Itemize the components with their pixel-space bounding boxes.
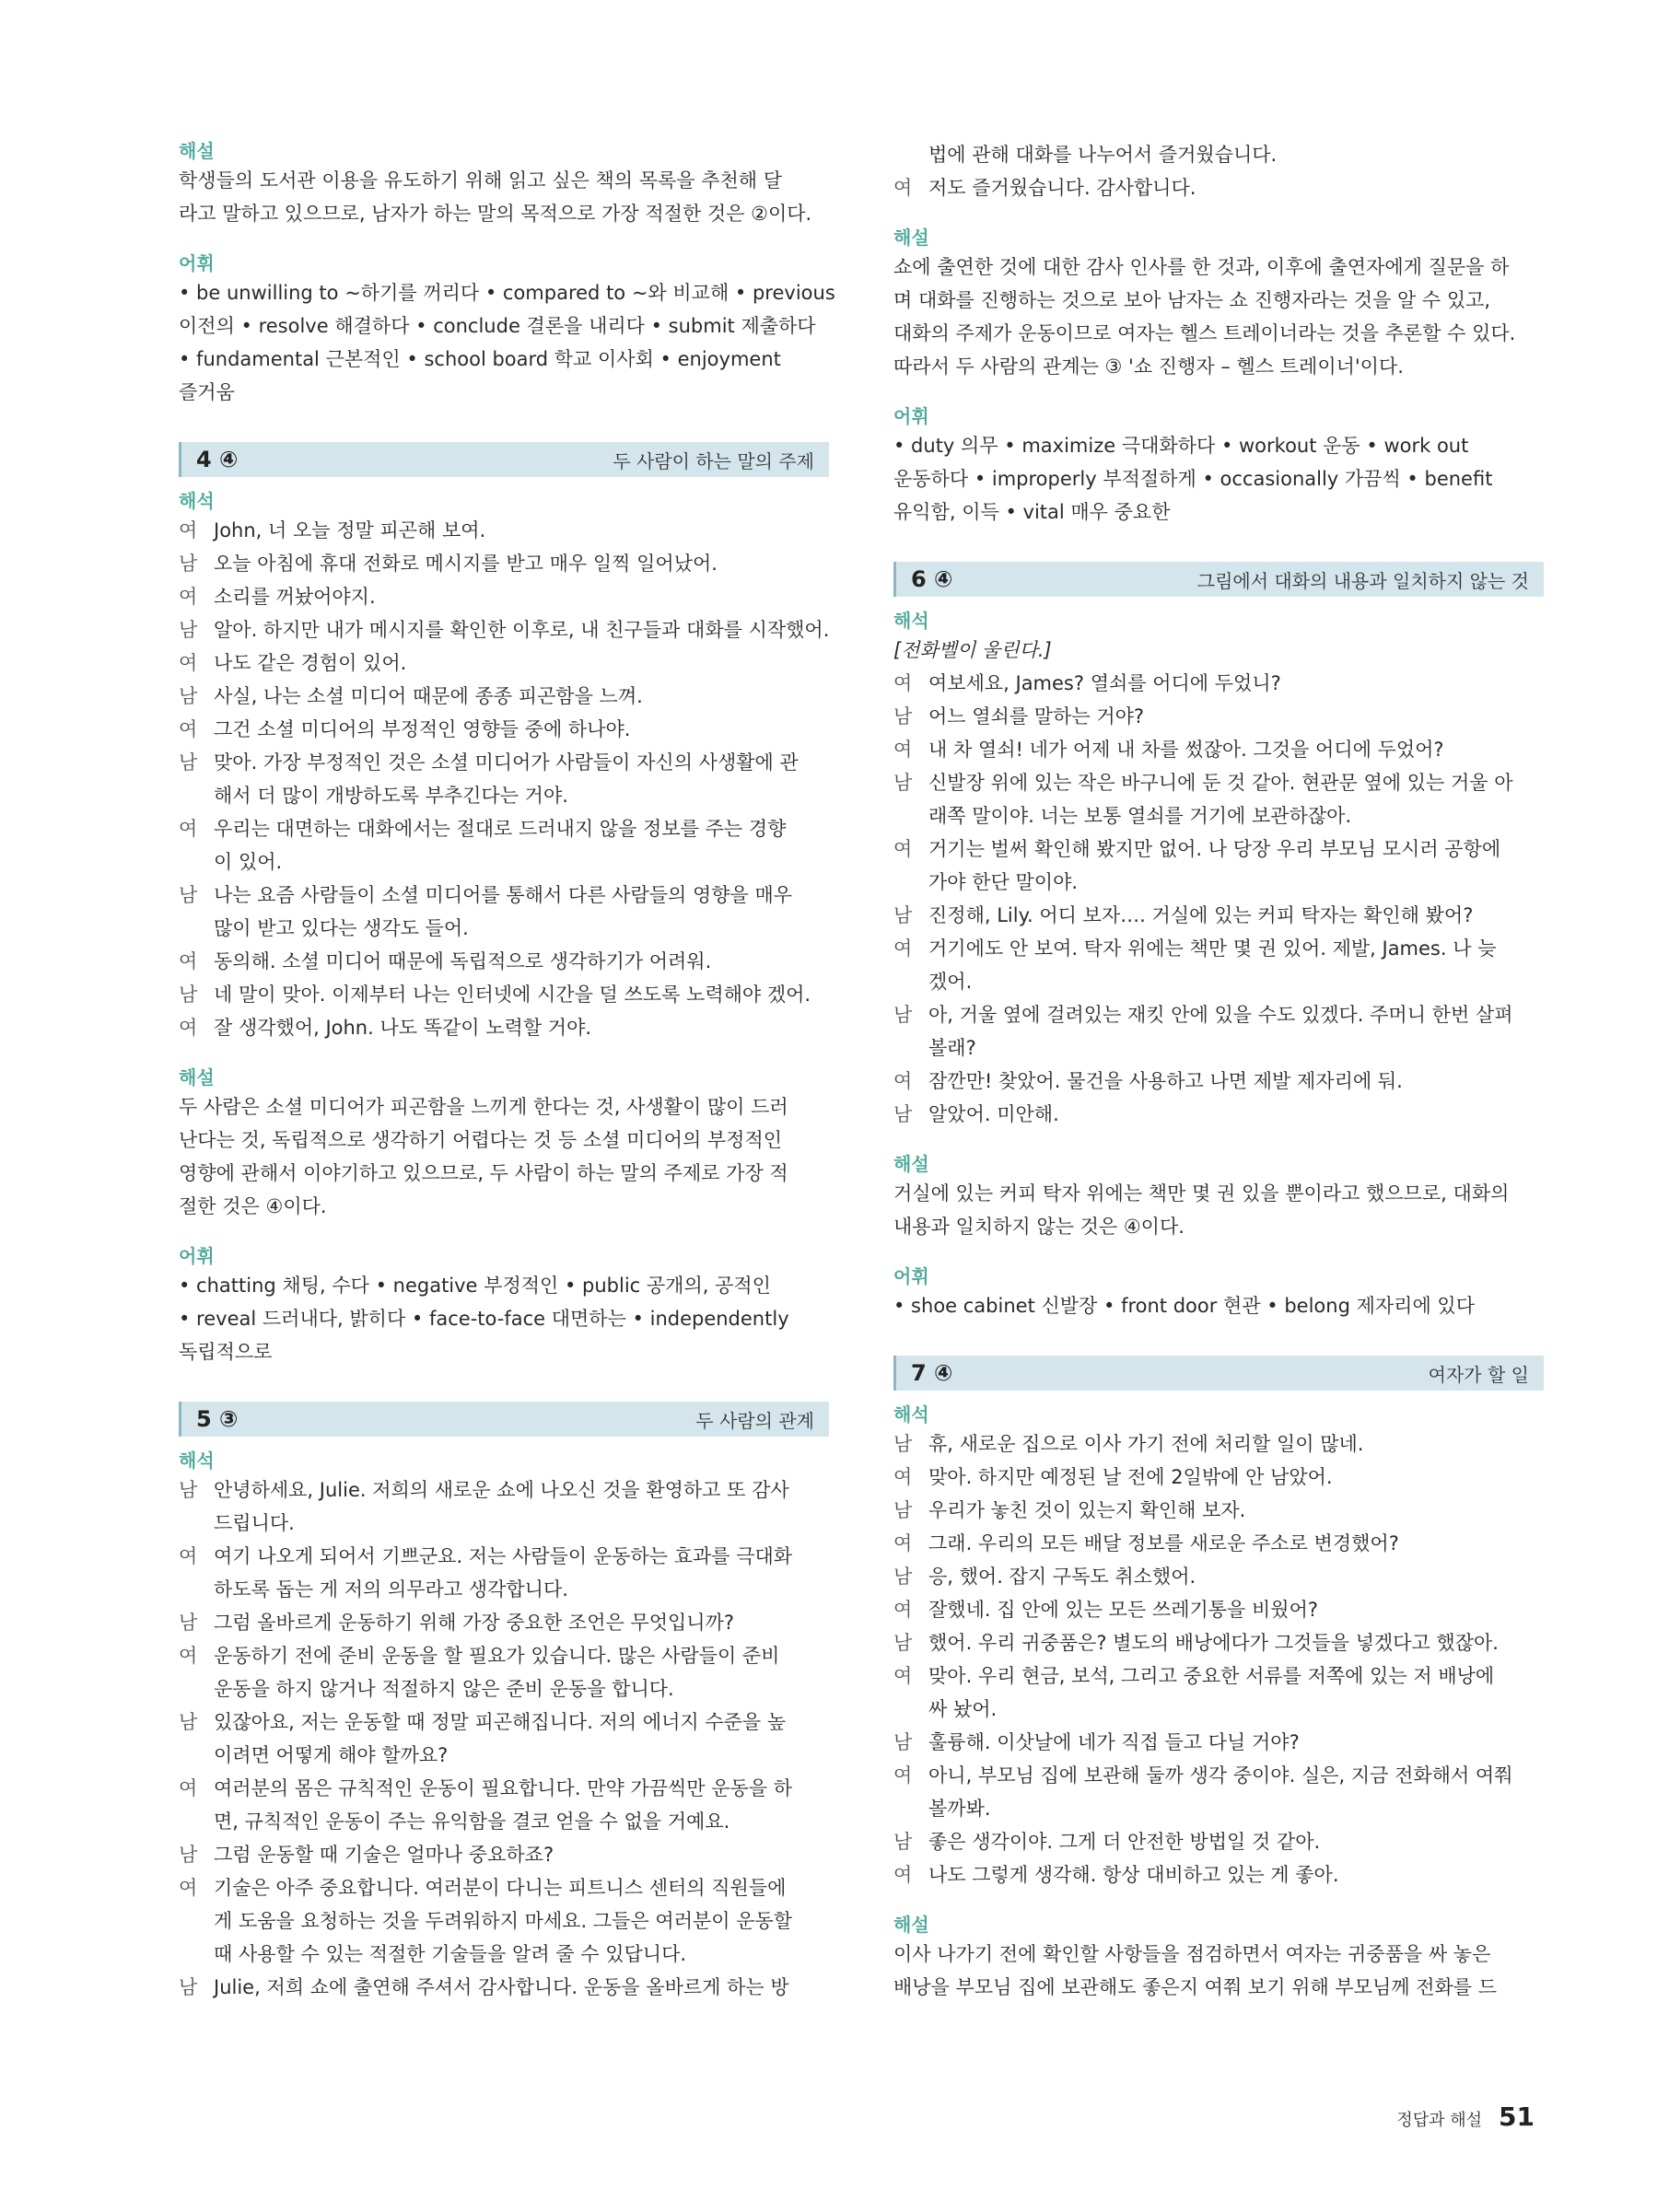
utterance <box>928 766 1544 832</box>
utterance-line: 있잖아요, 저는 운동할 때 정말 피곤해집니다. 저의 에너지 수준을 높 <box>214 1711 787 1733</box>
dialogue-line <box>893 1065 1544 1098</box>
dialogue-line <box>179 1971 829 2004</box>
dialogue-line <box>893 1626 1544 1659</box>
speaker-label: 남 <box>179 685 198 707</box>
dialogue-line <box>179 812 829 879</box>
speaker-label <box>893 138 928 171</box>
speaker-label: 남 <box>893 904 913 926</box>
explanation-text-line: 내용과 일치하지 않는 것은 ④이다. <box>893 1216 1185 1238</box>
speaker-label: 여 <box>893 1665 913 1687</box>
speaker-label: 남 <box>893 1499 913 1521</box>
utterance-line: 그래. 우리의 모든 배달 정보를 새로운 주소로 변경했어? <box>928 1532 1399 1554</box>
explanation-text <box>893 250 1544 383</box>
utterance-line: 나는 요즘 사람들이 소셜 미디어를 통해서 다른 사람들의 영향을 매우 <box>214 884 793 906</box>
spacer <box>893 1131 1544 1151</box>
speaker-label: 여 <box>179 1645 198 1667</box>
utterance <box>928 1858 1544 1892</box>
utterance <box>214 514 829 547</box>
spacer <box>179 1437 829 1448</box>
spacer <box>893 1322 1544 1356</box>
spacer <box>893 529 1544 562</box>
dialogue-line <box>893 733 1544 766</box>
utterance-line: 겠어. <box>928 971 973 993</box>
dialogue-line <box>179 1011 829 1044</box>
section-label: 어휘 <box>179 1245 215 1267</box>
utterance-line: 거기는 벌써 확인해 봤지만 없어. 나 당장 우리 부모님 모시러 공항에 <box>928 838 1501 860</box>
speaker-label: 여 <box>893 1466 913 1488</box>
question-topic: 여자가 할 일 <box>1428 1363 1529 1386</box>
dialogue-line <box>179 1540 829 1606</box>
dialogue-line <box>893 1560 1544 1593</box>
dialogue-line <box>893 1759 1544 1825</box>
dialogue-line <box>179 1838 829 1871</box>
utterance <box>214 1871 829 1971</box>
speaker-label: 남 <box>893 772 913 794</box>
vocab-list <box>893 1289 1544 1322</box>
explanation-text-line: 학생들의 도서관 이용을 유도하기 위해 읽고 싶은 책의 목록을 추천해 달 <box>179 169 783 192</box>
dialogue-line <box>179 978 829 1011</box>
utterance <box>928 1726 1544 1759</box>
dialogue-line <box>893 1593 1544 1626</box>
utterance <box>214 978 829 1011</box>
utterance <box>214 1606 829 1639</box>
speaker-label: 여 <box>893 1070 913 1092</box>
section-label: 해설 <box>179 1066 215 1089</box>
explanation-text-line: 며 대화를 진행하는 것으로 보아 남자는 쇼 진행자라는 것을 알 수 있고, <box>893 289 1491 311</box>
utterance <box>928 832 1544 899</box>
page-number: 51 <box>1499 2101 1535 2132</box>
explanation-text-line: 두 사람은 소셜 미디어가 피곤함을 느끼게 한다는 것, 사생활이 많이 드러 <box>179 1096 788 1118</box>
question-header <box>179 442 829 477</box>
utterance <box>214 580 829 613</box>
vocab-list-line: • shoe cabinet 신발장 • front door 현관 • belong 제자리에 있다 <box>893 1295 1475 1317</box>
speaker-label: 남 <box>179 1612 198 1634</box>
spacer <box>179 1223 829 1243</box>
speaker-label: 여 <box>179 818 198 840</box>
speaker-label: 남 <box>893 1831 913 1853</box>
utterance <box>214 713 829 746</box>
utterance-line: 진정해, Lily. 어디 보자…. 거실에 있는 커피 탁자는 확인해 봤어? <box>928 904 1474 926</box>
dialogue-line <box>179 1473 829 1540</box>
explanation-text-line: 라고 말하고 있으므로, 남자가 하는 말의 목적으로 가장 적절한 것은 ②이다. <box>179 203 812 225</box>
explanation-text-line: 난다는 것, 독립적으로 생각하기 어렵다는 것 등 소셜 미디어의 부정적인 <box>179 1129 783 1151</box>
question-topic: 두 사람이 하는 말의 주제 <box>613 449 814 472</box>
dialogue-line <box>893 1726 1544 1759</box>
speaker-label: 여 <box>893 672 913 694</box>
utterance-line: 아니, 부모님 집에 보관해 둘까 생각 중이야. 실은, 지금 전화해서 여쭤 <box>928 1764 1513 1787</box>
utterance-line: 운동하기 전에 준비 운동을 할 필요가 있습니다. 많은 사람들이 준비 <box>214 1645 780 1667</box>
spacer <box>893 204 1544 225</box>
utterance-line: 나도 같은 경험이 있어. <box>214 652 407 674</box>
utterance <box>928 1626 1544 1659</box>
explanation-text-line: 따라서 두 사람의 관계는 ③ '쇼 진행자 – 헬스 트레이너'이다. <box>893 355 1404 378</box>
dialogue-line <box>179 547 829 580</box>
section-label: 해설 <box>893 227 929 249</box>
dialogue-line <box>179 580 829 613</box>
explanation-text <box>893 1938 1544 2004</box>
utterance-line: 여러분의 몸은 규칙적인 운동이 필요합니다. 만약 가끔씩만 운동을 하 <box>214 1777 793 1799</box>
utterance <box>928 138 1544 171</box>
vocab-list-line: • reveal 드러내다, 밝히다 • face-to-face 대면하는 • independently <box>179 1308 789 1330</box>
dialogue-line <box>893 1494 1544 1527</box>
speaker-label: 남 <box>179 1976 198 1998</box>
utterance-line: 기술은 아주 중요합니다. 여러분이 다니는 피트니스 센터의 직원들에 <box>214 1877 787 1899</box>
dialogue-line <box>179 1706 829 1772</box>
utterance-line: 좋은 생각이야. 그게 더 안전한 방법일 것 같아. <box>928 1831 1321 1853</box>
spacer <box>893 1243 1544 1263</box>
utterance <box>928 1759 1544 1825</box>
section-label: 어휘 <box>179 252 215 274</box>
utterance <box>928 700 1544 733</box>
utterance-line: 휴, 새로운 집으로 이사 가기 전에 처리할 일이 많네. <box>928 1433 1364 1455</box>
dialogue-line <box>893 1659 1544 1726</box>
utterance-line: 알아. 하지만 내가 메시지를 확인한 이후로, 내 친구들과 대화를 시작했어. <box>214 619 830 641</box>
utterance <box>928 1494 1544 1527</box>
utterance-line: 이 있어. <box>214 851 283 873</box>
utterance-line: 래쪽 말이야. 너는 보통 열쇠를 거기에 보관하잖아. <box>928 805 1352 827</box>
speaker-label: 여 <box>179 652 198 674</box>
dialogue-line <box>179 514 829 547</box>
question-header <box>893 1356 1544 1391</box>
section-label: 해설 <box>893 1153 929 1175</box>
utterance <box>928 998 1544 1065</box>
utterance <box>214 646 829 680</box>
utterance <box>214 613 829 646</box>
dialogue-line <box>893 1527 1544 1560</box>
speaker-label: 남 <box>893 705 913 728</box>
utterance <box>214 1838 829 1871</box>
speaker-label: 남 <box>179 619 198 641</box>
dialogue-line <box>179 1772 829 1838</box>
spacer <box>893 1892 1544 1912</box>
utterance-line: 잠깐만! 찾았어. 물건을 사용하고 나면 제발 제자리에 둬. <box>928 1070 1403 1092</box>
utterance-line: 면, 규칙적인 운동이 주는 유익함을 결코 얻을 수 없을 거예요. <box>214 1810 730 1833</box>
utterance <box>214 1540 829 1606</box>
dialogue-line <box>179 746 829 812</box>
dialogue-line <box>179 613 829 646</box>
utterance-line: 맞아. 가장 부정적인 것은 소셜 미디어가 사람들이 자신의 사생활에 관 <box>214 751 799 774</box>
explanation-text-line: 쇼에 출연한 것에 대한 감사 인사를 한 것과, 이후에 출연자에게 질문을 하 <box>893 256 1510 278</box>
utterance-line: 오늘 아침에 휴대 전화로 메시지를 받고 매우 일찍 일어났어. <box>214 553 718 575</box>
utterance-line: 많이 받고 있다는 생각도 들어. <box>214 917 469 939</box>
speaker-label: 여 <box>179 586 198 608</box>
page-footer <box>1396 2101 1535 2132</box>
vocab-list-line: 운동하다 • improperly 부적절하게 • occasionally 가끔씩 • benefit <box>893 468 1493 490</box>
utterance-line: 우리가 놓친 것이 있는지 확인해 보자. <box>928 1499 1246 1521</box>
speaker-label: 여 <box>893 1864 913 1886</box>
speaker-label: 남 <box>179 1479 198 1501</box>
question-number: 5 ③ <box>196 1406 239 1432</box>
utterance <box>928 1825 1544 1858</box>
question-number: 4 ④ <box>196 447 239 472</box>
speaker-label: 여 <box>893 1764 913 1787</box>
section-label: 해석 <box>893 1403 929 1426</box>
explanation-text-line: 거실에 있는 커피 탁자 위에는 책만 몇 권 있을 뿐이라고 했으므로, 대화의 <box>893 1182 1510 1205</box>
speaker-label: 남 <box>179 1844 198 1866</box>
utterance-line: 그건 소셜 미디어의 부정적인 영향들 중에 하나야. <box>214 718 631 740</box>
section-label: 해석 <box>893 610 929 632</box>
dialogue-line <box>893 932 1544 998</box>
explanation-text-line: 배낭을 부모님 집에 보관해도 좋은지 여쭤 보기 위해 부모님께 전화를 드 <box>893 1976 1498 1998</box>
speaker-label: 남 <box>893 1433 913 1455</box>
dialogue-line <box>893 766 1544 832</box>
utterance <box>928 171 1544 204</box>
utterance-line: 우리는 대면하는 대화에서는 절대로 드러내지 않을 정보를 주는 경향 <box>214 818 787 840</box>
dialogue-line <box>893 1427 1544 1461</box>
speaker-label: 남 <box>893 1004 913 1026</box>
speaker-label: 남 <box>893 1632 913 1654</box>
speaker-label: 여 <box>893 739 913 761</box>
explanation-text <box>179 1090 829 1223</box>
utterance <box>214 746 829 812</box>
vocab-list-line: 독립적으로 <box>179 1341 273 1363</box>
explanation-text-line: 영향에 관해서 이야기하고 있으므로, 두 사람이 하는 말의 주제로 가장 적 <box>179 1162 788 1184</box>
dialogue-line <box>179 1639 829 1706</box>
spacer <box>893 1391 1544 1402</box>
utterance-line: 하도록 돕는 게 저의 의무라고 생각합니다. <box>214 1578 568 1601</box>
speaker-label: 남 <box>179 884 198 906</box>
dialogue-line <box>893 1858 1544 1892</box>
footer-section-label: 정답과 해설 <box>1396 2111 1483 2130</box>
vocab-list <box>179 276 835 409</box>
utterance <box>214 547 829 580</box>
speaker-label: 남 <box>893 1566 913 1588</box>
utterance-line: 법에 관해 대화를 나누어서 즐거웠습니다. <box>928 144 1278 166</box>
utterance-line: 신발장 위에 있는 작은 바구니에 둔 것 같아. 현관문 옆에 있는 거울 아 <box>928 772 1513 794</box>
speaker-label: 여 <box>179 718 198 740</box>
utterance-line: 네 말이 맞아. 이제부터 나는 인터넷에 시간을 덜 쓰도록 노력해야 겠어. <box>214 984 811 1006</box>
utterance-line: John, 너 오늘 정말 피곤해 보여. <box>214 519 486 541</box>
question-topic: 그림에서 대화의 내용과 일치하지 않는 것 <box>1196 569 1529 592</box>
speaker-label: 여 <box>893 1532 913 1554</box>
utterance-line: 가야 한단 말이야. <box>928 871 1079 893</box>
speaker-label: 여 <box>893 177 913 199</box>
utterance-line: 게 도움을 요청하는 것을 두려워하지 마세요. 그들은 여러분이 운동할 <box>214 1910 793 1932</box>
right-column <box>893 138 1544 2004</box>
dialogue-line <box>179 879 829 945</box>
section-label: 해설 <box>893 1914 929 1936</box>
dialogue-line <box>893 832 1544 899</box>
left-column <box>179 138 835 2004</box>
dialogue-line <box>893 1825 1544 1858</box>
spacer <box>893 597 1544 608</box>
question-number: 7 ④ <box>911 1360 953 1386</box>
utterance <box>214 1706 829 1772</box>
dialogue-line <box>893 998 1544 1065</box>
section-label: 해설 <box>179 140 215 162</box>
speaker-label: 여 <box>893 937 913 960</box>
utterance-line: 여보세요, James? 열쇠를 어디에 두었니? <box>928 672 1281 694</box>
dialogue-line <box>893 700 1544 733</box>
utterance-line: 잘했네. 집 안에 있는 모든 쓰레기통을 비웠어? <box>928 1599 1319 1621</box>
spacer <box>179 1368 829 1402</box>
utterance <box>928 932 1544 998</box>
utterance-line: 훌륭해. 이삿날에 네가 직접 들고 다닐 거야? <box>928 1731 1300 1753</box>
dialogue-line <box>179 1606 829 1639</box>
dialogue-line <box>893 667 1544 700</box>
utterance-line: 내 차 열쇠! 네가 어제 내 차를 썼잖아. 그것을 어디에 두었어? <box>928 739 1444 761</box>
utterance <box>928 1065 1544 1098</box>
utterance-line: 해서 더 많이 개방하도록 부추긴다는 거야. <box>214 785 568 807</box>
spacer <box>179 230 829 250</box>
utterance <box>928 1098 1544 1131</box>
explanation-text <box>179 164 829 230</box>
utterance-line: 이려면 어떻게 해야 할까요? <box>214 1744 449 1766</box>
explanation-text <box>893 1177 1544 1243</box>
question-header <box>893 562 1544 597</box>
vocab-list-line: • fundamental 근본적인 • school board 학교 이사회 • enjoyment <box>179 348 781 370</box>
question-header <box>179 1402 829 1437</box>
speaker-label: 남 <box>893 1103 913 1125</box>
speaker-label: 여 <box>179 1877 198 1899</box>
utterance-line: 드립니다. <box>214 1512 295 1534</box>
utterance-line: 안녕하세요, Julie. 저희의 새로운 쇼에 나오신 것을 환영하고 또 감사 <box>214 1479 789 1501</box>
utterance <box>214 1971 829 2004</box>
utterance <box>928 1461 1544 1494</box>
utterance-line: 동의해. 소셜 미디어 때문에 독립적으로 생각하기가 어려워. <box>214 950 712 972</box>
speaker-label: 남 <box>179 553 198 575</box>
utterance <box>928 899 1544 932</box>
utterance-line: 아, 거울 옆에 걸려있는 재킷 안에 있을 수도 있겠다. 주머니 한번 살펴 <box>928 1004 1513 1026</box>
utterance <box>928 1527 1544 1560</box>
dialogue-line <box>179 680 829 713</box>
spacer <box>179 477 829 488</box>
utterance-line: 했어. 우리 귀중품은? 별도의 배낭에다가 그것들을 넣겠다고 했잖아. <box>928 1632 1499 1654</box>
utterance-line: 운동을 하지 않거나 적절하지 않은 준비 운동을 합니다. <box>214 1678 674 1700</box>
utterance <box>928 1560 1544 1593</box>
dialogue-line <box>893 899 1544 932</box>
utterance-line: 싸 놨어. <box>928 1698 998 1720</box>
dialogue-line <box>893 138 1544 171</box>
utterance-line: 거기에도 안 보여. 탁자 위에는 책만 몇 권 있어. 제발, James. 나 늦 <box>928 937 1497 960</box>
utterance <box>928 1427 1544 1461</box>
utterance-line: 맞아. 하지만 예정된 날 전에 2일밖에 안 남았어. <box>928 1466 1333 1488</box>
utterance-line: 나도 그렇게 생각해. 항상 대비하고 있는 게 좋아. <box>928 1864 1339 1886</box>
utterance <box>214 1639 829 1706</box>
dialogue-line <box>893 1098 1544 1131</box>
utterance-line: 그럼 운동할 때 기술은 얼마나 중요하죠? <box>214 1844 554 1866</box>
vocab-list-line: • chatting 채팅, 수다 • negative 부정적인 • public 공개의, 공적인 <box>179 1275 771 1297</box>
utterance-line: 그럼 올바르게 운동하기 위해 가장 중요한 조언은 무엇입니까? <box>214 1612 735 1634</box>
vocab-list-line: 이전의 • resolve 해결하다 • conclude 결론을 내리다 • submit 제출하다 <box>179 315 816 337</box>
vocab-list-line: 즐거움 <box>179 381 235 403</box>
section-label: 어휘 <box>893 1265 929 1287</box>
utterance-line: 잘 생각했어, John. 나도 똑같이 노력할 거야. <box>214 1017 592 1039</box>
dialogue-line <box>179 1871 829 1971</box>
section-label: 해석 <box>179 490 215 512</box>
utterance-line: 사실, 나는 소셜 미디어 때문에 종종 피곤함을 느껴. <box>214 685 643 707</box>
explanation-text-line: 이사 나가기 전에 확인할 사항들을 점검하면서 여자는 귀중품을 싸 놓은 <box>893 1943 1491 1965</box>
utterance-line: 어느 열쇠를 말하는 거야? <box>928 705 1145 728</box>
question-number: 6 ④ <box>911 566 953 592</box>
utterance-line: 때 사용할 수 있는 적절한 기술들을 알려 줄 수 있답니다. <box>214 1943 687 1965</box>
utterance-line: 응, 했어. 잡지 구독도 취소했어. <box>928 1566 1196 1588</box>
speaker-label: 남 <box>179 1711 198 1733</box>
speaker-label: 여 <box>179 950 198 972</box>
utterance-line: 저도 즐거웠습니다. 감사합니다. <box>928 177 1196 199</box>
explanation-text-line: 절한 것은 ④이다. <box>179 1195 327 1217</box>
dialogue-line <box>893 171 1544 204</box>
utterance <box>928 1659 1544 1726</box>
dialogue-line <box>179 713 829 746</box>
speaker-label: 여 <box>179 1545 198 1567</box>
section-label: 해석 <box>179 1449 215 1472</box>
utterance <box>214 812 829 879</box>
utterance <box>214 1011 829 1044</box>
speaker-label: 여 <box>179 1777 198 1799</box>
utterance-line: Julie, 저희 쇼에 출연해 주셔서 감사합니다. 운동을 올바르게 하는 방 <box>214 1976 789 1998</box>
vocab-list <box>179 1269 829 1368</box>
speaker-label: 여 <box>893 838 913 860</box>
utterance-line: 알았어. 미안해. <box>928 1103 1059 1125</box>
utterance-line: 볼래? <box>928 1037 976 1059</box>
vocab-list-line: • be unwilling to ~하기를 꺼리다 • compared to ~와 비교해 • previous <box>179 282 835 304</box>
dialogue-line <box>179 646 829 680</box>
utterance <box>214 879 829 945</box>
speaker-label: 여 <box>179 519 198 541</box>
section-label: 어휘 <box>893 405 929 427</box>
utterance <box>214 680 829 713</box>
spacer <box>893 383 1544 403</box>
utterance <box>928 667 1544 700</box>
speaker-label: 남 <box>893 1731 913 1753</box>
dialogue-line <box>893 1461 1544 1494</box>
utterance-line: 볼까봐. <box>928 1798 991 1820</box>
spacer <box>179 409 829 442</box>
utterance-line: 소리를 꺼놨어야지. <box>214 586 376 608</box>
stage-direction: [전화벨이 울린다.] <box>893 639 1052 661</box>
explanation-text-line: 대화의 주제가 운동이므로 여자는 헬스 트레이너라는 것을 추론할 수 있다. <box>893 322 1516 344</box>
vocab-list-line: • duty 의무 • maximize 극대화하다 • workout 운동 • work out <box>893 435 1469 457</box>
utterance-line: 맞아. 우리 현금, 보석, 그리고 중요한 서류를 저쪽에 있는 저 배낭에 <box>928 1665 1495 1687</box>
utterance <box>214 945 829 978</box>
utterance-line: 여기 나오게 되어서 기쁘군요. 저는 사람들이 운동하는 효과를 극대화 <box>214 1545 793 1567</box>
speaker-label: 여 <box>179 1017 198 1039</box>
utterance <box>214 1473 829 1540</box>
dialogue-line <box>179 945 829 978</box>
spacer <box>179 1044 829 1065</box>
vocab-list-line: 유익함, 이득 • vital 매우 중요한 <box>893 501 1171 523</box>
utterance <box>928 733 1544 766</box>
speaker-label: 여 <box>893 1599 913 1621</box>
speaker-label: 남 <box>179 984 198 1006</box>
utterance <box>214 1772 829 1838</box>
utterance <box>928 1593 1544 1626</box>
speaker-label: 남 <box>179 751 198 774</box>
vocab-list <box>893 429 1544 529</box>
question-topic: 두 사람의 관계 <box>695 1409 814 1432</box>
